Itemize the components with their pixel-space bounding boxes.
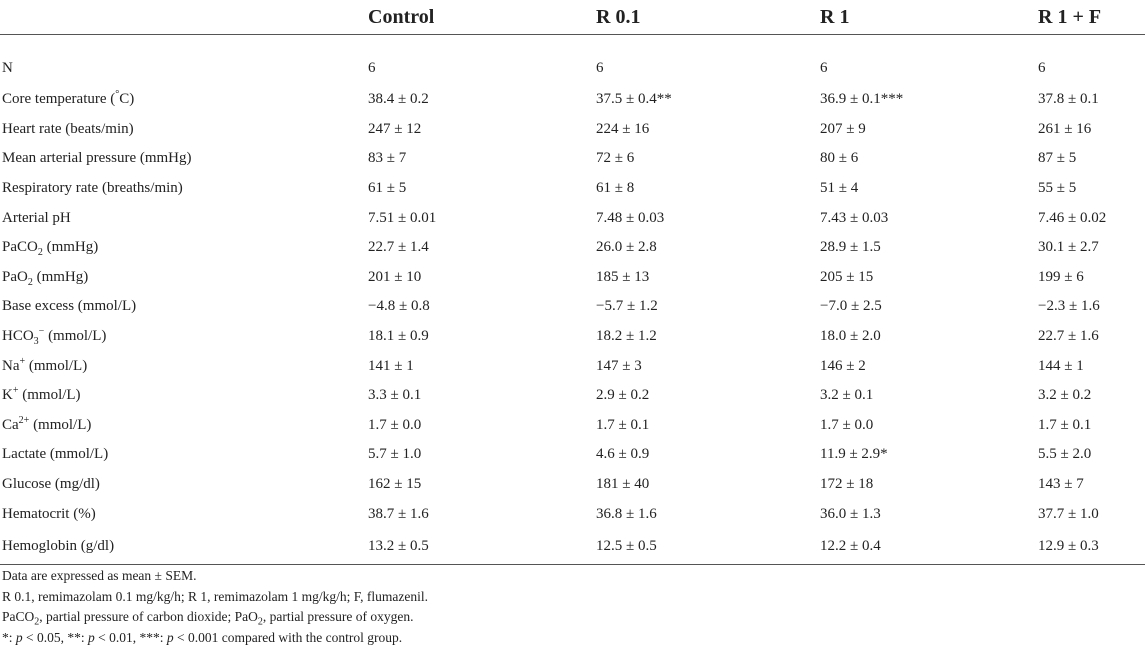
row-label: Hemoglobin (g/dl) [2,537,115,554]
column-header: Control [368,5,435,28]
cell-value: 144 ± 1 [1038,357,1084,374]
row-label: $HCO_3^-$ (mmol/L) [2,326,107,348]
cell-value: 11.9 ± 2.9* [820,446,888,463]
column-header: R 1 [820,5,850,28]
cell-value: 3.2 ± 0.2 [1038,387,1092,404]
cell-value: 36.8 ± 1.6 [596,505,657,522]
cell-value: 247 ± 12 [368,120,422,137]
cell-value: 261 ± 16 [1038,120,1092,137]
footnote-2: R 0.1, remimazolam 0.1 mg/kg/h; R 1, remimazolam 1 mg/kg/h; F, flumazenil. [2,588,428,604]
cell-value: 146 ± 2 [820,357,866,374]
cell-value: 6 [1038,59,1046,76]
cell-value: 1.7 ± 0.1 [1038,416,1092,433]
cell-value: 22.7 ± 1.6 [1038,328,1099,345]
cell-value: 5.5 ± 2.0 [1038,446,1092,463]
row-label: Lactate (mmol/L) [2,446,109,463]
row-label: Base excess (mmol/L) [2,298,137,315]
cell-value: 1.7 ± 0.1 [596,416,650,433]
row-label: Heart rate (beats/min) [2,120,134,137]
table-row [0,440,1145,470]
cell-value: 6 [368,59,376,76]
cell-value: 185 ± 13 [596,268,650,285]
row-label: Arterial pH [2,209,71,226]
table-footnotes [2,566,428,648]
cell-value: 28.9 ± 1.5 [820,239,881,256]
table-row [0,115,1145,145]
cell-value: 143 ± 7 [1038,476,1084,493]
cell-value: 38.7 ± 1.6 [368,505,429,522]
cell-value: 13.2 ± 0.5 [368,537,429,554]
cell-value: 1.7 ± 0.0 [820,416,874,433]
row-label: Core temperature (°C) [2,89,135,108]
cell-value: 51 ± 4 [820,180,859,197]
row-label: Mean arterial pressure (mmHg) [2,150,192,167]
cell-value: 147 ± 3 [596,357,642,374]
table-row [0,322,1145,352]
cell-value: 1.7 ± 0.0 [368,416,422,433]
table-row [0,411,1145,441]
table-row [0,35,1145,86]
cell-value: 18.2 ± 1.2 [596,328,657,345]
table-body [0,35,1145,565]
cell-value: −2.3 ± 1.6 [1038,298,1100,315]
cell-value: 4.6 ± 0.9 [596,446,650,463]
cell-value: 162 ± 15 [368,476,422,493]
cell-value: 87 ± 5 [1038,150,1077,167]
cell-value: 72 ± 6 [596,150,635,167]
cell-value: 199 ± 6 [1038,268,1084,285]
row-label: K+ (mmol/L) [2,385,81,404]
table-row [0,233,1145,263]
cell-value: 36.9 ± 0.1*** [820,91,904,108]
column-header: R 0.1 [596,5,641,28]
table-row [0,85,1145,115]
cell-value: 181 ± 40 [596,476,650,493]
footnote-4: *: p < 0.05, **: p < 0.01, ***: p < 0.001 compared with the control group. [2,629,403,645]
cell-value: −7.0 ± 2.5 [820,298,882,315]
cell-value: 37.5 ± 0.4** [596,91,672,108]
cell-value: 3.2 ± 0.1 [820,387,874,404]
cell-value: 172 ± 18 [820,476,874,493]
cell-value: 38.4 ± 0.2 [368,91,429,108]
cell-value: 22.7 ± 1.4 [368,239,429,256]
table-row [0,263,1145,293]
cell-value: 37.8 ± 0.1 [1038,91,1099,108]
cell-value: 224 ± 16 [596,120,650,137]
cell-value: 2.9 ± 0.2 [596,387,650,404]
cell-value: −5.7 ± 1.2 [596,298,658,315]
cell-value: 7.46 ± 0.02 [1038,209,1107,226]
cell-value: 6 [820,59,828,76]
cell-value: 83 ± 7 [368,150,407,167]
header-label-column [0,0,368,35]
cell-value: 5.7 ± 1.0 [368,446,422,463]
footnote-3: PaCO$_2$, partial pressure of carbon dioxide; PaO$_2$, partial pressure of oxygen. [2,609,414,628]
cell-value: 7.48 ± 0.03 [596,209,665,226]
row-label: PaO$_2$ (mmHg) [2,268,89,288]
row-label: Respiratory rate (breaths/min) [2,180,183,197]
cell-value: 6 [596,59,604,76]
row-label: Glucose (mg/dl) [2,476,100,493]
cell-value: 3.3 ± 0.1 [368,387,422,404]
header-row [0,0,1145,35]
cell-value: −4.8 ± 0.8 [368,298,430,315]
cell-value: 18.0 ± 2.0 [820,328,881,345]
cell-value: 37.7 ± 1.0 [1038,505,1099,522]
table-row [0,470,1145,500]
cell-value: 7.51 ± 0.01 [368,209,437,226]
table-row [0,381,1145,411]
cell-value: 12.9 ± 0.3 [1038,537,1099,554]
cell-value: 30.1 ± 2.7 [1038,239,1099,256]
table-row [0,203,1145,233]
row-label: $Ca^{2+}$ (mmol/L) [2,414,92,433]
cell-value: 12.5 ± 0.5 [596,537,657,554]
table-row [0,174,1145,204]
row-label: N [2,59,13,76]
cell-value: 26.0 ± 2.8 [596,239,657,256]
row-label: PaCO$_2$ (mmHg) [2,239,99,259]
cell-value: 201 ± 10 [368,268,422,285]
table-row [0,499,1145,529]
cell-value: 61 ± 8 [596,180,635,197]
cell-value: 12.2 ± 0.4 [820,537,881,554]
row-label: Hematocrit (%) [2,505,96,522]
cell-value: 61 ± 5 [368,180,407,197]
cell-value: 141 ± 1 [368,357,414,374]
table-row [0,292,1145,322]
column-header: R 1 + F [1038,5,1102,28]
cell-value: 55 ± 5 [1038,180,1077,197]
footnote-1: Data are expressed as mean ± SEM. [2,568,197,583]
row-label: Na+ (mmol/L) [2,355,88,374]
cell-value: 207 ± 9 [820,120,866,137]
cell-value: 205 ± 15 [820,268,874,285]
table-row [0,144,1145,174]
table-row [0,351,1145,381]
table-row [0,529,1145,565]
cell-value: 18.1 ± 0.9 [368,328,429,345]
cell-value: 7.43 ± 0.03 [820,209,889,226]
cell-value: 36.0 ± 1.3 [820,505,881,522]
cell-value: 80 ± 6 [820,150,859,167]
